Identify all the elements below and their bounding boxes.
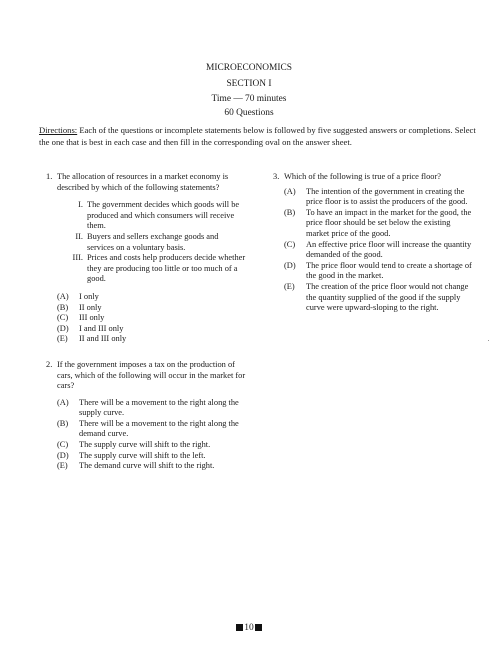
answer-option xyxy=(57,419,246,440)
option-label: (E) xyxy=(57,334,68,344)
option-label: (C) xyxy=(57,313,69,323)
square-bullet-icon xyxy=(236,624,243,631)
answer-option xyxy=(284,187,473,208)
section-heading: SECTION I xyxy=(226,79,272,89)
answer-options xyxy=(57,398,246,472)
answer-options xyxy=(284,187,473,314)
option-label: (B) xyxy=(57,418,69,428)
option-label: (D) xyxy=(284,260,296,270)
answer-option xyxy=(57,303,246,314)
question-1 xyxy=(46,172,246,345)
option-text: The supply curve will shift to the right. xyxy=(79,440,211,450)
question-number: 1. xyxy=(46,172,53,181)
statement-text: The government decides which goods will be produced and which consumers will receive them. xyxy=(87,200,240,231)
answer-option xyxy=(57,292,246,303)
option-text: The price floor would tend to create a shortage of the good in the market. xyxy=(306,260,472,281)
option-label: (D) xyxy=(57,323,69,333)
statement-item xyxy=(57,232,246,253)
question-number: 3. xyxy=(273,172,280,181)
option-text: The intention of the government in creating the price floor is to assist the producers of the good. xyxy=(306,186,468,207)
statement-number: III. xyxy=(72,253,83,263)
option-text: I and III only xyxy=(79,323,124,333)
page-footer xyxy=(0,622,498,634)
option-text: III only xyxy=(79,313,105,323)
directions-label: Directions: xyxy=(39,125,78,135)
statement-number: I. xyxy=(78,200,83,210)
option-text: There will be a movement to the right along the demand curve. xyxy=(79,418,239,439)
option-label: (B) xyxy=(57,302,69,312)
answer-option xyxy=(57,451,246,462)
square-bullet-icon xyxy=(255,624,262,631)
option-label: (A) xyxy=(284,186,296,196)
option-text: I only xyxy=(79,291,99,301)
option-text: The creation of the price floor would not change the quantity supplied of the good if the supply curve were upward-sloping to the right. xyxy=(306,281,469,313)
answer-options xyxy=(57,292,246,345)
question-3 xyxy=(273,172,473,314)
option-text: The demand curve will shift to the right. xyxy=(79,461,215,471)
option-label: (E) xyxy=(284,281,295,291)
answer-option xyxy=(284,282,473,314)
answer-option xyxy=(57,334,246,345)
directions xyxy=(39,125,479,148)
statement-list xyxy=(57,200,246,285)
option-text: An effective price floor will increase the quantity demanded of the good. xyxy=(306,239,472,260)
option-text: II only xyxy=(79,302,102,312)
option-text: To have an impact in the market for the good, the price floor should be set below the existing market price of the good. xyxy=(306,207,472,238)
statement-item xyxy=(57,253,246,285)
option-label: (C) xyxy=(284,239,296,249)
page-number: 10 xyxy=(244,623,254,633)
statement-item xyxy=(57,200,246,232)
option-label: (A) xyxy=(57,291,69,301)
time-limit: Time — 70 minutes xyxy=(211,94,287,104)
answer-option xyxy=(57,440,246,451)
answer-option xyxy=(284,208,473,240)
question-2 xyxy=(46,360,246,472)
question-stem: If the government imposes a tax on the production of cars, which of the following will occur in the market for cars? xyxy=(57,359,246,391)
directions-text: Each of the questions or incomplete statements below is followed by five suggested answers or completions. Select the one that is best in each case and then fill in the corresponding oval on the answer sheet. xyxy=(39,125,476,147)
answer-option xyxy=(57,461,246,472)
option-label: (E) xyxy=(57,461,68,471)
subject-heading: MICROECONOMICS xyxy=(206,63,292,73)
option-text: The supply curve will shift to the left. xyxy=(79,450,206,460)
answer-option xyxy=(284,261,473,282)
answer-option xyxy=(284,240,473,261)
question-count: 60 Questions xyxy=(224,108,274,118)
option-label: (D) xyxy=(57,450,69,460)
question-number: 2. xyxy=(46,359,53,369)
question-stem: Which of the following is true of a price floor? xyxy=(284,172,441,181)
question-stem: The allocation of resources in a market economy is described by which of the following statements? xyxy=(57,172,229,192)
left-column xyxy=(46,172,246,472)
stray-mark xyxy=(488,340,489,341)
statement-text: Buyers and sellers exchange goods and services on a voluntary basis. xyxy=(87,231,219,252)
option-label: (A) xyxy=(57,397,69,407)
option-text: There will be a movement to the right along the supply curve. xyxy=(79,397,239,418)
answer-option xyxy=(57,324,246,335)
statement-text: Prices and costs help producers decide whether they are producing too little or too much of a good. xyxy=(87,253,246,284)
answer-option xyxy=(57,398,246,419)
right-column xyxy=(273,172,473,314)
answer-option xyxy=(57,313,246,324)
option-text: II and III only xyxy=(79,334,127,344)
option-label: (C) xyxy=(57,440,69,450)
option-label: (B) xyxy=(284,207,296,217)
statement-number: II. xyxy=(75,231,83,241)
